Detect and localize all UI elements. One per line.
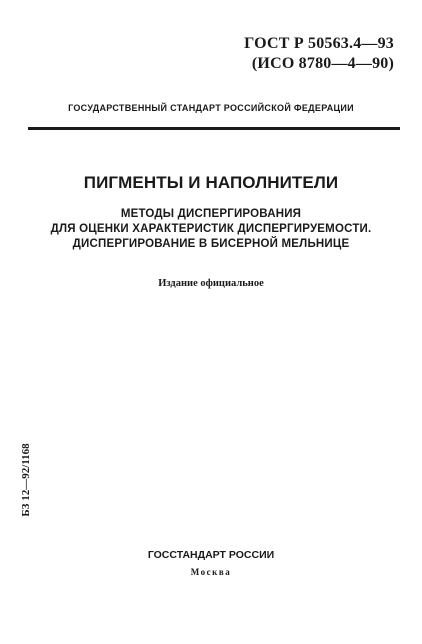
subtitle-line: ДИСПЕРГИРОВАНИЕ В БИСЕРНОЙ МЕЛЬНИЦЕ [72,238,350,250]
edition-label: Издание официальное [158,278,264,289]
standard-designation [244,34,394,74]
horizontal-rule [28,127,400,130]
gost-code: ГОСТ Р 50563.4—93 [244,35,394,52]
iso-code: (ИСО 8780—4—90) [251,55,394,72]
subtitle-line: ДЛЯ ОЦЕНКИ ХАРАКТЕРИСТИК ДИСПЕРГИРУЕМОСТИ. [50,223,372,235]
publisher-city: Москва [190,567,232,577]
publisher-name: ГОССТАНДАРТ РОССИИ [147,549,275,561]
side-registration-code [19,420,33,540]
document-title: ПИГМЕНТЫ И НАПОЛНИТЕЛИ [83,173,339,192]
subtitle-line: МЕТОДЫ ДИСПЕРГИРОВАНИЯ [120,208,302,220]
document-subtitle [0,207,422,252]
side-code-text: БЗ 12—92/1168 [20,443,32,517]
organization-heading: ГОСУДАРСТВЕННЫЙ СТАНДАРТ РОССИЙСКОЙ ФЕДЕРАЦИИ [68,103,354,113]
